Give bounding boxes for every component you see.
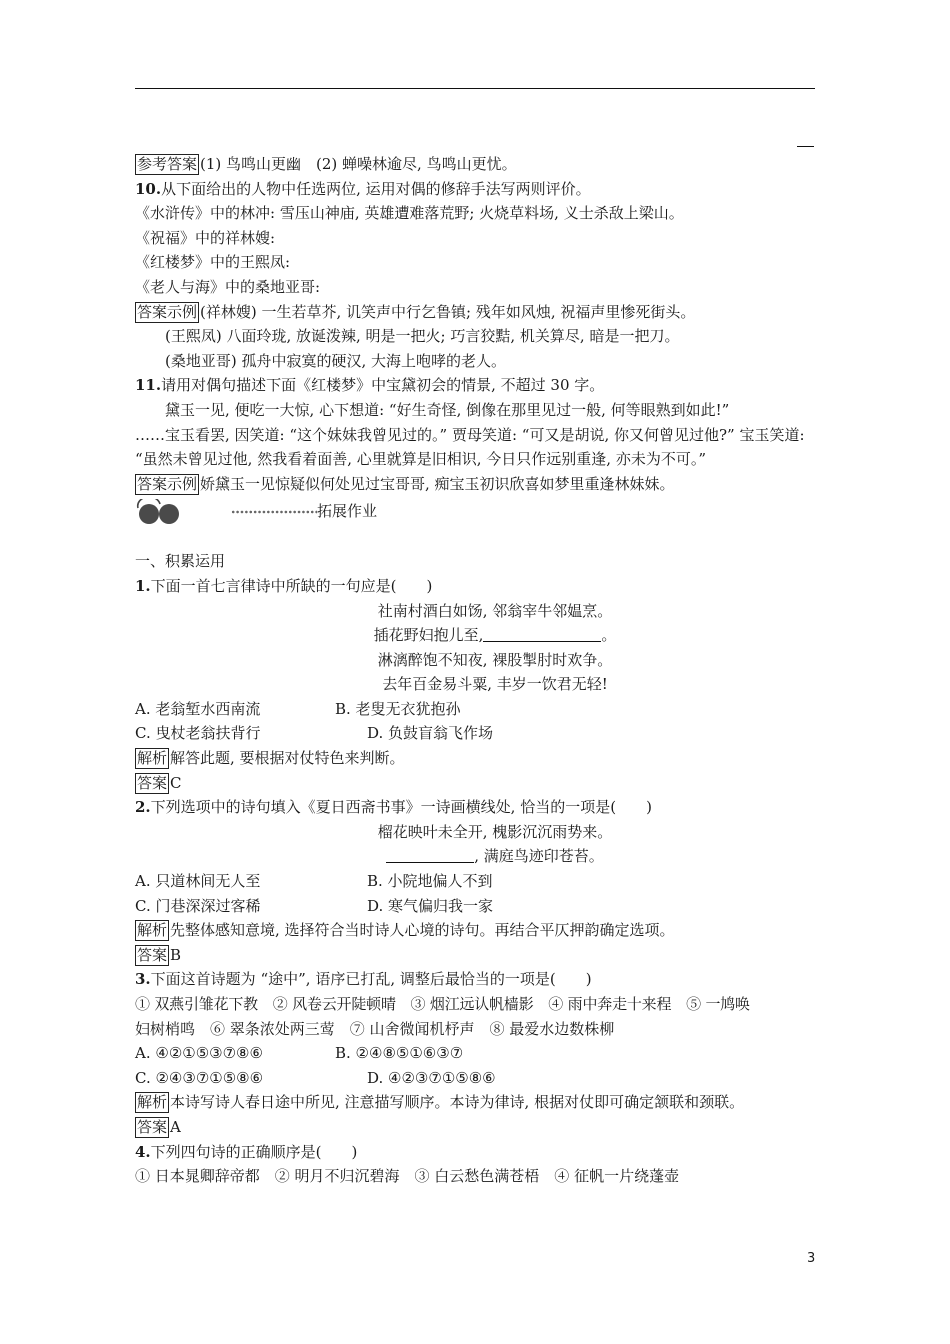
option-b: B. 老叟无衣犹抱孙 [335,699,461,718]
ex3-items-line: 妇树梢鸣 ⑥ 翠条浓处两三莺 ⑦ 山舍微闻机杼声 ⑧ 最爱水边数株柳 [135,1019,615,1038]
poem-line: 榴花映叶未全开, 槐影沉沉雨势来。 [377,822,613,841]
ex3-number: 3. [135,970,151,989]
ex4-items-line: ① 日本晁卿辞帝都 ② 明月不归沉碧海 ③ 白云愁色满苍梧 ④ 征帆一片绕蓬壶 [135,1167,680,1186]
poem-line: 淋漓醉饱不知夜, 裸股掣肘时欢争。 [377,650,613,669]
q11-stem [135,373,815,398]
ex1-number: 1. [135,576,151,595]
option-row [135,697,815,722]
ex1-answer-value: C [170,773,182,792]
ex1-analysis-line [135,746,815,771]
option-a: A. 只道林间无人至 [135,872,261,891]
answer-tag: 答案 [137,945,168,964]
ex3-stem [135,967,815,992]
option-row [135,894,815,919]
ex3-analysis-text: 本诗写诗人春日途中所见, 注意描写顺序。本诗为律诗, 根据对仗即可确定颔联和颈联。 [170,1093,745,1112]
ex1-stem-text: 下面一首七言律诗中所缺的一句应是( ) [150,576,433,595]
subsection-heading: 一、积累运用 [135,552,226,571]
option-b: B. ②④⑧⑤①⑥③⑦ [335,1044,464,1063]
ex3-answer-value: A [170,1117,181,1136]
q10-example-line: (王熙凤) 八面玲珑, 放诞泼辣, 明是一把火; 巧言狡黠, 机关算尽, 暗是一把刀。 [165,327,680,346]
q10-item: 《红楼梦》中的王熙凤: [135,253,291,272]
poem-line-end: , 满庭鸟迹印苍苔。 [474,847,604,866]
poem-line-with-blank [135,623,815,648]
q11-stem-text: 请用对偶句描述下面《红楼梦》中宝黛初会的情景, 不超过 30 字。 [161,376,605,395]
ex3-stem-text: 下面这首诗题为 “途中”, 语序已打乱, 调整后最恰当的一项是( ) [150,970,592,989]
poem-line: 去年百金易斗粟, 丰岁一饮君无轻! [382,675,608,694]
reference-answer-tag: 参考答案 [137,155,198,173]
ex3-answer-line [135,1115,815,1140]
header-dash-mark [797,146,814,147]
ex2-analysis-line [135,918,815,943]
option-b: B. 小院地偏人不到 [367,872,493,891]
option-row [135,869,815,894]
ex1-stem [135,574,815,599]
q9-answer-line [135,152,815,177]
header-rule [135,88,815,89]
analysis-tag: 解析 [137,1093,168,1112]
option-row [135,721,815,746]
q10-number: 10. [135,179,162,198]
option-c: C. ②④③⑦①⑤⑧⑥ [135,1068,264,1087]
option-d: D. ④②③⑦①⑤⑧⑥ [367,1068,496,1087]
option-a: A. 老翁堑水西南流 [135,699,261,718]
ex2-answer-value: B [170,945,182,964]
q10-item: 《老人与海》中的桑地亚哥: [135,277,321,296]
q10-example-text: (祥林嫂) 一生若草芥, 讥笑声中行乞鲁镇; 残年如风烛, 祝福声里惨死街头。 [200,302,696,321]
q11-passage-line: 黛玉一见, 便吃一大惊, 心下想道: “好生奇怪, 倒像在那里见过一般, 何等眼熟到如此!” [165,400,730,419]
section-title: 拓展作业 [317,502,378,521]
page-number: 3 [807,1251,816,1266]
fill-blank [386,846,474,863]
poem-line: 社南村酒白如饧, 邻翁宰牛邻媪烹。 [377,601,613,620]
fill-blank [483,625,601,642]
ex2-answer-line [135,943,815,968]
poem-line-with-blank [135,844,815,869]
option-c: C. 门巷深深过客稀 [135,896,261,915]
option-row [135,1041,815,1066]
ex4-stem-text: 下列四句诗的正确顺序是( ) [150,1142,358,1161]
answer-example-tag: 答案示例 [137,474,198,493]
q9-answer-text: (1) 鸟鸣山更幽 (2) 蝉噪林逾尽, 鸟鸣山更忧。 [200,155,517,173]
analysis-tag: 解析 [137,749,168,768]
q10-example-line [135,300,815,325]
ex4-number: 4. [135,1142,151,1161]
double-circle-icon [135,499,185,525]
ex3-analysis-line [135,1090,815,1115]
q10-stem [135,177,815,202]
ex1-answer-line [135,771,815,796]
answer-example-tag: 答案示例 [137,302,198,321]
q11-example-line [135,472,815,497]
option-a: A. ④②①⑤③⑦⑧⑥ [135,1044,263,1063]
q11-passage-rest: ……宝玉看罢, 因笑道: “这个妹妹我曾见过的。” 贾母笑道: “可又是胡说, 你又何曾见过他?” 宝玉笑道: “虽然未曾见过他, 然我看着面善, 心里就算是旧相识, 今日只作远别重逢, 亦未为不可。” [135,425,805,469]
q10-item: 《祝福》中的祥林嫂: [135,228,276,247]
ex2-stem-text: 下列选项中的诗句填入《夏日西斋书事》一诗画横线处, 恰当的一项是( ) [150,798,652,817]
ex4-stem [135,1140,815,1165]
option-d: D. 寒气偏归我一家 [367,896,494,915]
answer-tag: 答案 [137,773,168,792]
option-row [135,1066,815,1091]
answer-tag: 答案 [137,1117,168,1136]
q10-example-line: (桑地亚哥) 孤舟中寂寞的硬汉, 大海上咆哮的老人。 [165,351,507,370]
poem-line-end: 。 [601,626,617,645]
ex2-analysis-text: 先整体感知意境, 选择符合当时诗人心境的诗句。再结合平仄押韵确定选项。 [170,921,675,940]
q10-stem-text: 从下面给出的人物中任选两位, 运用对偶的修辞手法写两则评价。 [161,179,591,198]
ex3-items-line: ① 双燕引雏花下教 ② 风卷云开陡顿晴 ③ 烟江远认帆樯影 ④ 雨中奔走十来程 ⑤ 一鸠唤 [135,995,750,1013]
poem-line-text: 插花野妇抱儿至, [373,626,484,645]
ex2-number: 2. [135,798,151,817]
q10-item: 《水浒传》中的林冲: 雪压山神庙, 英雄遭难落荒野; 火烧草料场, 义士杀敌上梁山。 [135,204,684,223]
document-body [135,152,815,1189]
ex1-analysis-text: 解答此题, 要根据对仗特色来判断。 [170,749,405,768]
option-d: D. 负鼓盲翁飞作场 [367,724,494,743]
option-c: C. 曳杖老翁扶背行 [135,724,261,743]
ex2-stem [135,795,815,820]
q11-number: 11. [135,376,162,395]
dotted-leader [231,510,317,514]
section-banner [135,499,815,527]
q11-example-text: 娇黛玉一见惊疑似何处见过宝哥哥, 痴宝玉初识欣喜如梦里重逢林妹妹。 [200,474,675,493]
analysis-tag: 解析 [137,921,168,940]
